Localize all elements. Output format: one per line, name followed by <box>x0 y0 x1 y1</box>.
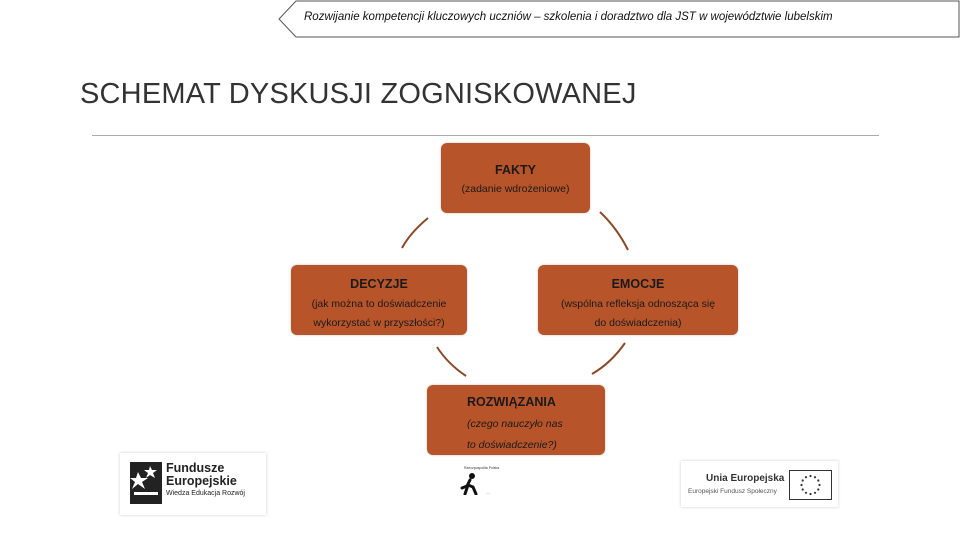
node-fakty-title: FAKTY <box>495 163 536 177</box>
eu-star <box>817 488 819 490</box>
node-decyzje-title: DECYZJE <box>350 277 408 291</box>
node-emocje-subtitle-line1: (wspólna refleksja odnosząca się <box>560 298 716 310</box>
running-figure-icon <box>460 473 480 495</box>
fe-tagline: Wiedza Edukacja Rozwój <box>166 490 245 497</box>
node-rozwiazania-title: ROZWIĄZANIA <box>467 395 556 409</box>
eu-stars-icon <box>790 471 831 499</box>
eu-star <box>805 476 807 478</box>
eu-star <box>809 475 811 477</box>
connector-emocje-rozwiazania <box>592 343 625 374</box>
fundusze-europejskie-logo <box>120 453 266 515</box>
eu-star <box>805 492 807 494</box>
pl-small-text-2: .... <box>486 491 490 495</box>
ue-fund-name: Europejski Fundusz Społeczny <box>688 488 777 495</box>
node-rozwiazania <box>427 385 605 455</box>
fe-star-mark-icon <box>130 462 162 504</box>
node-rozwiazania-subtitle-line2: to doświadczenie?) <box>467 439 557 451</box>
pl-small-text: Rzeczpospolita Polska <box>464 466 500 470</box>
connector-fakty-emocje <box>600 212 628 250</box>
eu-star <box>809 493 811 495</box>
node-fakty-subtitle: (zadanie wdrożeniowe) <box>461 183 570 195</box>
connector-fakty-decyzje <box>402 218 428 248</box>
eu-star <box>817 479 819 481</box>
eu-star <box>814 476 816 478</box>
rzeczpospolita-polska-logo <box>458 463 504 497</box>
node-decyzje-subtitle-line2: wykorzystać w przyszłości?) <box>313 317 445 329</box>
node-emocje-title: EMOCJE <box>611 277 665 291</box>
unia-europejska-logo <box>681 461 838 507</box>
eu-star <box>802 488 804 490</box>
node-emocje <box>538 265 738 335</box>
header-banner-text: Rozwijanie kompetencji kluczowych uczniów – szkolenia i doradztwo dla JST w województwie lubelskim <box>304 11 833 23</box>
eu-star <box>814 492 816 494</box>
fe-name-line2: Europejskie <box>166 474 237 488</box>
node-emocje-subtitle-line2: do doświadczenia) <box>594 317 682 329</box>
eu-star <box>802 479 804 481</box>
eu-flag-icon <box>789 470 832 500</box>
node-fakty <box>441 143 590 213</box>
page-title: SCHEMAT DYSKUSJI ZOGNISKOWANEJ <box>80 78 637 110</box>
ue-name: Unia Europejska <box>706 473 785 484</box>
eu-star <box>818 484 820 486</box>
node-decyzje <box>291 265 467 335</box>
fe-name-line1: Fundusze <box>166 461 225 475</box>
fe-name <box>166 462 237 488</box>
node-rozwiazania-subtitle-line1: (czego nauczyło nas <box>467 418 563 430</box>
node-decyzje-subtitle-line1: (jak można to doświadczenie <box>311 298 447 310</box>
connector-decyzje-rozwiazania <box>437 347 466 376</box>
eu-star <box>800 484 802 486</box>
